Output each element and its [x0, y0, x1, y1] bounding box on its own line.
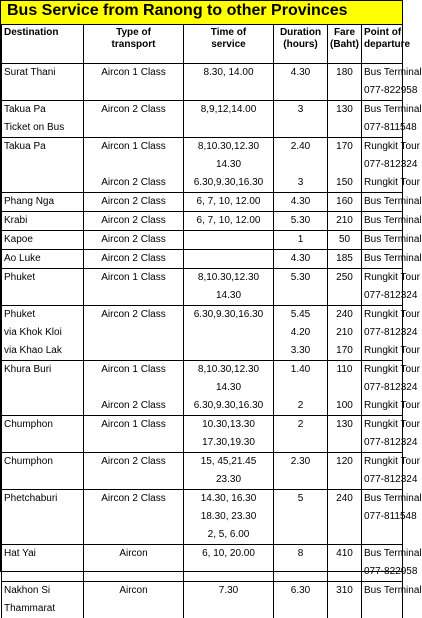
cell-duration: 3	[274, 101, 328, 120]
cell-transport: Aircon 2 Class	[84, 174, 184, 193]
cell-fare: 100	[328, 397, 362, 416]
cell-destination	[2, 287, 84, 306]
cell-time: 6.30,9.30,16.30	[184, 306, 274, 325]
cell-fare	[328, 379, 362, 397]
cell-transport: Aircon 2 Class	[84, 397, 184, 416]
cell-departure: Bus Terminal	[362, 490, 403, 509]
cell-destination: Phang Nga	[2, 193, 84, 212]
cell-destination	[2, 471, 84, 490]
cell-fare: 240	[328, 490, 362, 509]
cell-transport: Aircon 2 Class	[84, 306, 184, 325]
table-row	[2, 119, 403, 138]
cell-destination: Ao Luke	[2, 250, 84, 269]
cell-transport	[84, 324, 184, 342]
cell-departure: 077-812324	[362, 434, 403, 453]
table-row	[2, 471, 403, 490]
cell-transport: Aircon 1 Class	[84, 361, 184, 380]
cell-fare: 160	[328, 193, 362, 212]
cell-time: 8.30, 14.00	[184, 64, 274, 83]
cell-time: 2, 5, 6.00	[184, 526, 274, 545]
header-text: Duration	[279, 27, 322, 38]
cell-duration: 3	[274, 174, 328, 193]
cell-departure: 077-812324	[362, 287, 403, 306]
cell-time: 18.30, 23.30	[184, 508, 274, 526]
cell-time: 8,10.30,12.30	[184, 269, 274, 288]
cell-duration: 2	[274, 416, 328, 435]
cell-transport: Aircon 2 Class	[84, 101, 184, 120]
cell-time: 10.30,13.30	[184, 416, 274, 435]
cell-duration: 5.30	[274, 269, 328, 288]
cell-destination: Takua Pa	[2, 101, 84, 120]
cell-duration: 5.45	[274, 306, 328, 325]
cell-duration: 8	[274, 545, 328, 564]
cell-departure: 077-812324	[362, 379, 403, 397]
cell-time	[184, 342, 274, 361]
table-row	[2, 490, 403, 509]
cell-duration: 5.30	[274, 212, 328, 231]
cell-fare: 50	[328, 231, 362, 250]
cell-destination	[2, 434, 84, 453]
cell-fare	[328, 600, 362, 618]
cell-duration	[274, 82, 328, 101]
schedule-table	[1, 25, 422, 618]
cell-duration	[274, 156, 328, 174]
cell-fare: 250	[328, 269, 362, 288]
cell-time: 7.30	[184, 582, 274, 601]
cell-departure: Rungkit Tour	[362, 306, 403, 325]
cell-fare	[328, 563, 362, 582]
table-row	[2, 231, 403, 250]
header-text: Point of	[364, 27, 402, 38]
cell-fare	[328, 526, 362, 545]
page-title: Bus Service from Ranong to other Provinces	[7, 2, 348, 19]
cell-time: 8,10.30,12.30	[184, 138, 274, 157]
header-text: Time of	[210, 27, 247, 38]
table-row	[2, 582, 403, 601]
cell-departure: Rungkit Tour	[362, 453, 403, 472]
cell-duration	[274, 563, 328, 582]
cell-destination: Nakhon Si	[2, 582, 84, 601]
header-text: Destination	[4, 27, 59, 38]
cell-duration: 4.30	[274, 250, 328, 269]
cell-destination: via Khok Kloi	[2, 324, 84, 342]
cell-departure	[362, 600, 403, 618]
cell-duration: 5	[274, 490, 328, 509]
cell-time: 14.30, 16.30	[184, 490, 274, 509]
cell-time: 6.30,9.30,16.30	[184, 397, 274, 416]
cell-fare	[328, 434, 362, 453]
header-row	[2, 25, 403, 64]
header-text: departure	[364, 39, 411, 50]
header-transport	[84, 25, 184, 64]
cell-transport: Aircon 1 Class	[84, 269, 184, 288]
cell-time: 8,9,12,14.00	[184, 101, 274, 120]
cell-transport: Aircon 2 Class	[84, 250, 184, 269]
cell-departure: Bus Terminal	[362, 64, 403, 83]
cell-destination: Kapoe	[2, 231, 84, 250]
cell-destination	[2, 82, 84, 101]
cell-duration	[274, 434, 328, 453]
cell-transport: Aircon 1 Class	[84, 138, 184, 157]
table-row	[2, 287, 403, 306]
cell-duration: 1	[274, 231, 328, 250]
table-row	[2, 563, 403, 582]
cell-fare	[328, 471, 362, 490]
cell-duration: 4.20	[274, 324, 328, 342]
cell-destination	[2, 379, 84, 397]
cell-fare: 180	[328, 64, 362, 83]
cell-fare: 110	[328, 361, 362, 380]
cell-fare: 170	[328, 342, 362, 361]
table-row	[2, 82, 403, 101]
cell-fare: 310	[328, 582, 362, 601]
cell-fare: 185	[328, 250, 362, 269]
cell-time	[184, 82, 274, 101]
cell-transport	[84, 508, 184, 526]
cell-fare: 410	[328, 545, 362, 564]
cell-transport: Aircon 2 Class	[84, 453, 184, 472]
cell-duration	[274, 508, 328, 526]
cell-transport: Aircon 2 Class	[84, 231, 184, 250]
table-row	[2, 306, 403, 325]
cell-fare: 170	[328, 138, 362, 157]
cell-transport: Aircon 1 Class	[84, 416, 184, 435]
cell-departure: Bus Terminal	[362, 545, 403, 564]
cell-destination: Chumphon	[2, 416, 84, 435]
cell-departure: Rungkit Tour	[362, 416, 403, 435]
header-time	[184, 25, 274, 64]
cell-fare: 210	[328, 212, 362, 231]
cell-transport	[84, 379, 184, 397]
cell-duration: 2	[274, 397, 328, 416]
cell-fare	[328, 287, 362, 306]
table-row	[2, 361, 403, 380]
cell-duration: 2.40	[274, 138, 328, 157]
header-text: (Baht)	[330, 39, 359, 50]
table-row	[2, 379, 403, 397]
cell-transport: Aircon	[84, 582, 184, 601]
cell-transport: Aircon 1 Class	[84, 64, 184, 83]
cell-time: 8,10.30,12.30	[184, 361, 274, 380]
cell-departure: Rungkit Tour	[362, 174, 403, 193]
cell-fare: 210	[328, 324, 362, 342]
cell-time: 15, 45,21.45	[184, 453, 274, 472]
cell-departure: 077-811548	[362, 119, 403, 138]
cell-departure: Rungkit Tour	[362, 138, 403, 157]
cell-duration: 6.30	[274, 582, 328, 601]
cell-fare	[328, 82, 362, 101]
cell-transport	[84, 434, 184, 453]
cell-fare: 120	[328, 453, 362, 472]
cell-departure: Bus Terminal	[362, 250, 403, 269]
cell-destination: Chumphon	[2, 453, 84, 472]
cell-time: 6, 7, 10, 12.00	[184, 193, 274, 212]
cell-departure: Rungkit Tour	[362, 342, 403, 361]
cell-departure: 077-812324	[362, 471, 403, 490]
cell-departure	[362, 526, 403, 545]
cell-fare: 240	[328, 306, 362, 325]
table-row	[2, 342, 403, 361]
cell-departure: 077-811548	[362, 508, 403, 526]
cell-destination: Phetchaburi	[2, 490, 84, 509]
cell-time: 6, 10, 20.00	[184, 545, 274, 564]
cell-destination	[2, 508, 84, 526]
table-row	[2, 138, 403, 157]
cell-transport	[84, 82, 184, 101]
cell-duration: 4.30	[274, 64, 328, 83]
cell-transport	[84, 600, 184, 618]
cell-destination: Phuket	[2, 306, 84, 325]
cell-destination	[2, 156, 84, 174]
cell-departure: Rungkit Tour	[362, 361, 403, 380]
cell-destination	[2, 397, 84, 416]
cell-departure: 077-812324	[362, 324, 403, 342]
table-row	[2, 397, 403, 416]
cell-destination	[2, 526, 84, 545]
cell-fare	[328, 508, 362, 526]
cell-fare: 150	[328, 174, 362, 193]
cell-transport	[84, 563, 184, 582]
cell-duration	[274, 471, 328, 490]
cell-time	[184, 231, 274, 250]
schedule-body	[2, 25, 422, 618]
header-text: service	[211, 39, 246, 50]
cell-departure: Bus Terminal	[362, 193, 403, 212]
table-row	[2, 434, 403, 453]
cell-destination	[2, 563, 84, 582]
cell-time: 14.30	[184, 287, 274, 306]
cell-destination: Khura Buri	[2, 361, 84, 380]
cell-departure: 077-822958	[362, 82, 403, 101]
cell-transport	[84, 342, 184, 361]
cell-departure: Bus Terminal	[362, 101, 403, 120]
table-row	[2, 545, 403, 564]
cell-departure: Bus Terminal	[362, 212, 403, 231]
table-row	[2, 453, 403, 472]
cell-departure: 077-822958	[362, 563, 403, 582]
cell-destination: Hat Yai	[2, 545, 84, 564]
cell-departure: Bus Terminal	[362, 582, 403, 601]
cell-duration	[274, 526, 328, 545]
table-row	[2, 156, 403, 174]
cell-duration	[274, 287, 328, 306]
table-row	[2, 526, 403, 545]
cell-departure: Rungkit Tour	[362, 269, 403, 288]
cell-duration	[274, 600, 328, 618]
cell-transport: Aircon 2 Class	[84, 193, 184, 212]
header-text: Type of	[116, 27, 151, 38]
header-departure	[362, 25, 411, 64]
table-row	[2, 269, 403, 288]
cell-transport: Aircon 2 Class	[84, 490, 184, 509]
cell-transport	[84, 526, 184, 545]
cell-destination: Takua Pa	[2, 138, 84, 157]
cell-duration	[274, 379, 328, 397]
cell-destination: Thammarat	[2, 600, 84, 618]
cell-duration	[274, 119, 328, 138]
cell-fare: 130	[328, 101, 362, 120]
cell-destination: Krabi	[2, 212, 84, 231]
cell-time	[184, 600, 274, 618]
cell-transport	[84, 119, 184, 138]
header-destination	[2, 25, 84, 64]
cell-duration: 2.30	[274, 453, 328, 472]
cell-transport	[84, 287, 184, 306]
cell-transport	[84, 471, 184, 490]
cell-destination: Ticket on Bus	[2, 119, 84, 138]
cell-transport: Aircon 2 Class	[84, 212, 184, 231]
cell-destination: Phuket	[2, 269, 84, 288]
cell-fare	[328, 119, 362, 138]
header-text: transport	[111, 39, 156, 50]
cell-time: 14.30	[184, 156, 274, 174]
title-bar	[1, 1, 402, 25]
cell-time	[184, 250, 274, 269]
cell-destination: Surat Thani	[2, 64, 84, 83]
cell-destination	[2, 174, 84, 193]
cell-duration: 4.30	[274, 193, 328, 212]
table-row	[2, 174, 403, 193]
cell-time	[184, 563, 274, 582]
cell-fare: 130	[328, 416, 362, 435]
table-row	[2, 64, 403, 83]
cell-time: 14.30	[184, 379, 274, 397]
cell-time: 23.30	[184, 471, 274, 490]
table-row	[2, 193, 403, 212]
cell-departure: Rungkit Tour	[362, 397, 403, 416]
header-fare	[328, 25, 362, 64]
table-row	[2, 101, 403, 120]
cell-time: 6, 7, 10, 12.00	[184, 212, 274, 231]
table-row	[2, 600, 403, 618]
cell-time: 17.30,19.30	[184, 434, 274, 453]
cell-departure: 077-812324	[362, 156, 403, 174]
cell-transport: Aircon	[84, 545, 184, 564]
table-row	[2, 212, 403, 231]
cell-destination: via Khao Lak	[2, 342, 84, 361]
cell-transport	[84, 156, 184, 174]
cell-time	[184, 119, 274, 138]
cell-duration: 1.40	[274, 361, 328, 380]
header-text: Fare	[333, 27, 356, 38]
table-row	[2, 324, 403, 342]
cell-time: 6.30,9.30,16.30	[184, 174, 274, 193]
header-duration	[274, 25, 328, 64]
cell-fare	[328, 156, 362, 174]
header-text: (hours)	[283, 39, 318, 50]
cell-time	[184, 324, 274, 342]
table-row	[2, 416, 403, 435]
cell-duration: 3.30	[274, 342, 328, 361]
cell-departure: Bus Terminal	[362, 231, 403, 250]
table-row	[2, 508, 403, 526]
table-row	[2, 250, 403, 269]
